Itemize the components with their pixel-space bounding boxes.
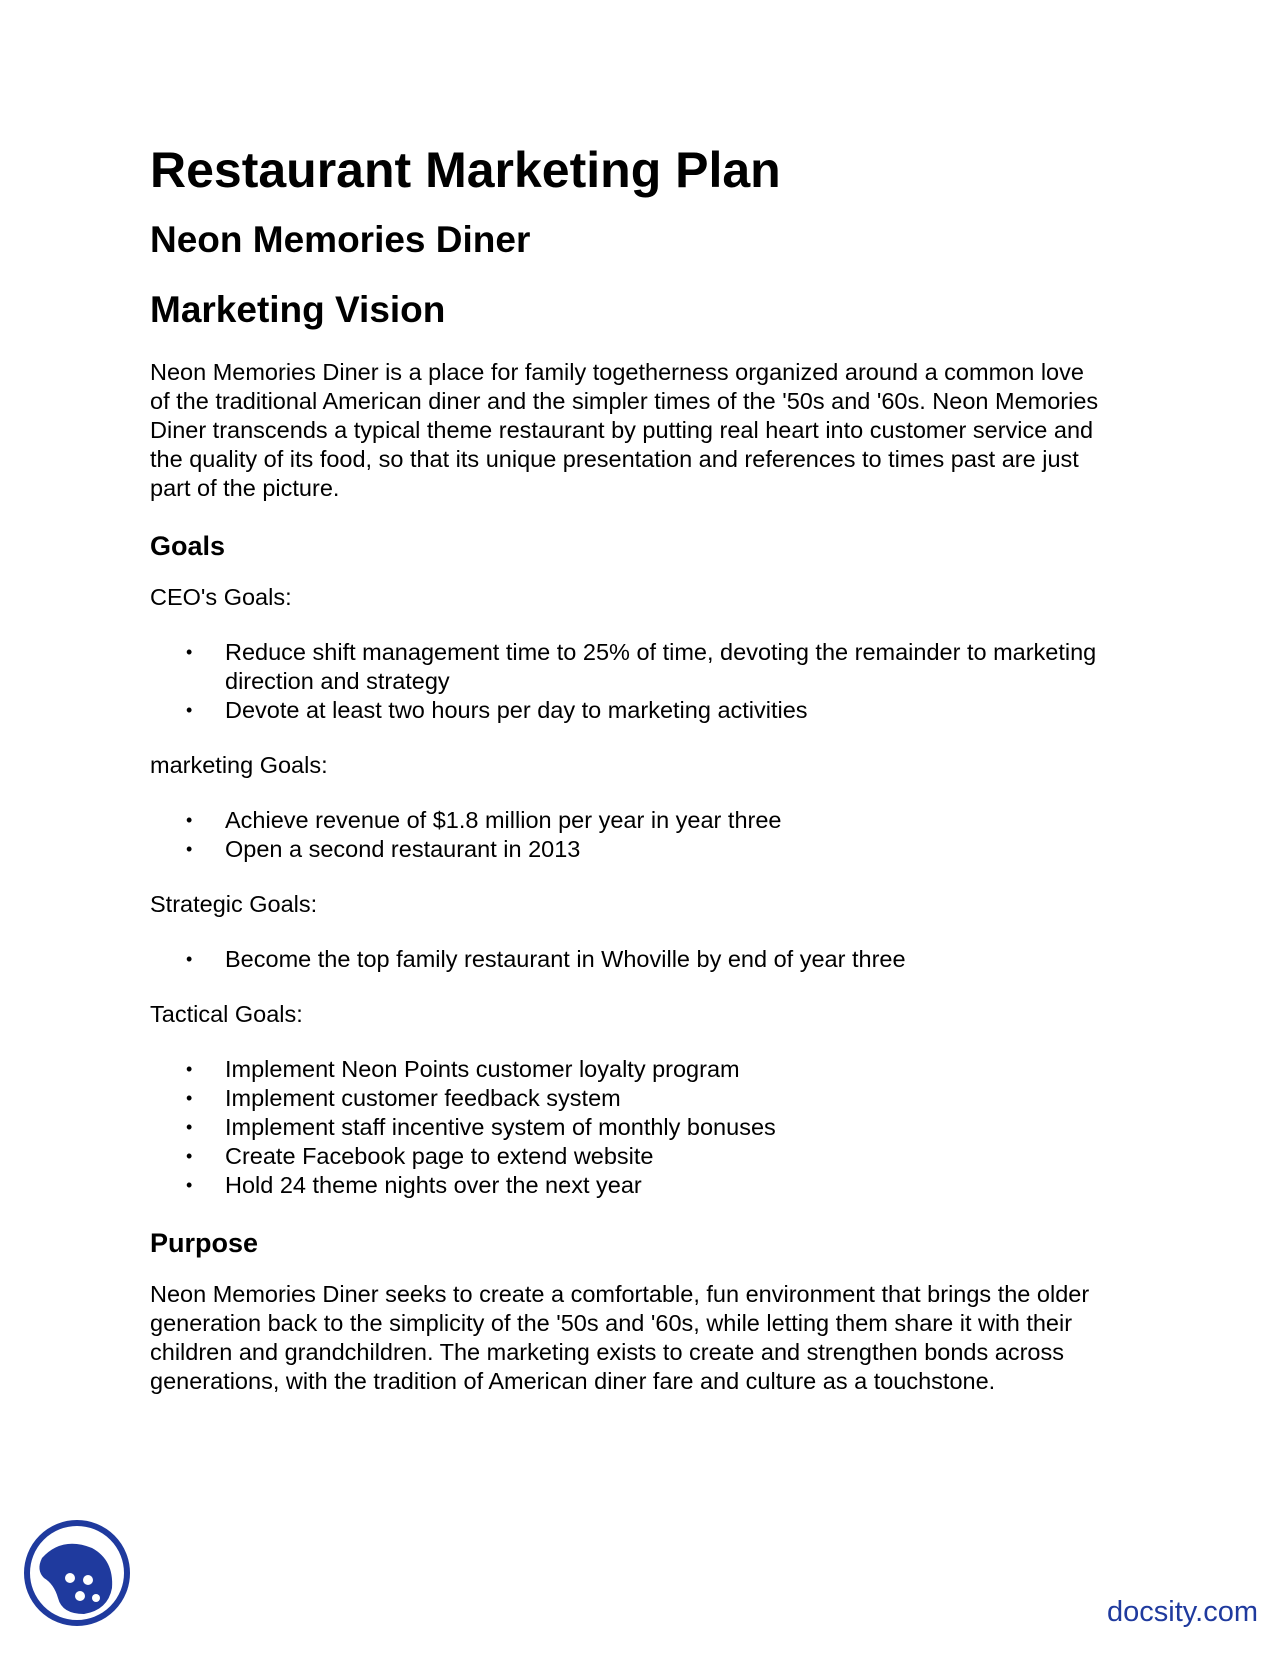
goals-heading: Goals: [150, 531, 226, 561]
list-item: [150, 806, 1110, 835]
purpose-heading: Purpose: [150, 1228, 259, 1258]
marketing-goals-list: [150, 806, 1110, 864]
list-item: [150, 835, 1110, 864]
bullet-icon: •: [186, 1088, 193, 1108]
bullet-icon: •: [186, 949, 193, 969]
bullet-icon: •: [186, 1175, 193, 1195]
bullet-icon: •: [186, 810, 193, 830]
bullet-icon: •: [186, 642, 193, 662]
list-item-text: Become the top family restaurant in Whoville by end of year three: [225, 946, 906, 972]
ceo-goals-list: [150, 638, 1110, 725]
list-item-text: Reduce shift management time to 25% of time, devoting the remainder to marketing direction and strategy: [225, 639, 1097, 694]
list-item-text: Implement Neon Points customer loyalty program: [225, 1056, 740, 1082]
bullet-icon: •: [186, 700, 193, 720]
list-item: [150, 1142, 1110, 1171]
list-item-text: Implement customer feedback system: [225, 1085, 621, 1111]
strategic-goals-list: [150, 945, 1110, 974]
purpose-paragraph: Neon Memories Diner seeks to create a comfortable, fun environment that brings the older generation back to the simplicity of the '50s and '60s, while letting them share it with their children and grandchildren. The marketing exists to create and strengthen bonds across generations, with the tradition of American diner fare and culture as a touchstone.: [150, 1281, 1090, 1394]
list-item: [150, 945, 1110, 974]
list-item: [150, 1055, 1110, 1084]
bullet-icon: •: [186, 1117, 193, 1137]
vision-paragraph: Neon Memories Diner is a place for family togetherness organized around a common love of the traditional American diner and the simpler times of the '50s and '60s. Neon Memories Diner transcends a typical theme restaurant by putting real heart into customer service and the quality of its food, so that its unique presentation and references to times past are just part of the picture.: [150, 359, 1099, 501]
list-item-text: Achieve revenue of $1.8 million per year in year three: [225, 807, 782, 833]
list-item: [150, 638, 1110, 696]
document-page: [150, 140, 1110, 1422]
bullet-icon: •: [186, 1059, 193, 1079]
docsity-logo-icon[interactable]: [22, 1518, 132, 1628]
document-title: Restaurant Marketing Plan: [150, 142, 781, 198]
list-item: [150, 1084, 1110, 1113]
document-subtitle: Neon Memories Diner: [150, 219, 531, 260]
bullet-icon: •: [186, 839, 193, 859]
bullet-icon: •: [186, 1146, 193, 1166]
list-item-text: Create Facebook page to extend website: [225, 1143, 654, 1169]
list-item: [150, 696, 1110, 725]
marketing-goals-label: marketing Goals:: [150, 752, 328, 778]
ceo-goals-label: CEO's Goals:: [150, 584, 292, 610]
list-item-text: Devote at least two hours per day to marketing activities: [225, 697, 808, 723]
list-item: [150, 1171, 1110, 1200]
strategic-goals-label: Strategic Goals:: [150, 891, 318, 917]
vision-heading: Marketing Vision: [150, 289, 446, 330]
tactical-goals-label: Tactical Goals:: [150, 1001, 303, 1027]
tactical-goals-list: [150, 1055, 1110, 1200]
list-item: [150, 1113, 1110, 1142]
docsity-logo-graphic: [22, 1518, 132, 1628]
docsity-brand-link[interactable]: docsity.com: [1107, 1596, 1258, 1628]
list-item-text: Implement staff incentive system of monthly bonuses: [225, 1114, 776, 1140]
list-item-text: Open a second restaurant in 2013: [225, 836, 581, 862]
list-item-text: Hold 24 theme nights over the next year: [225, 1172, 642, 1198]
